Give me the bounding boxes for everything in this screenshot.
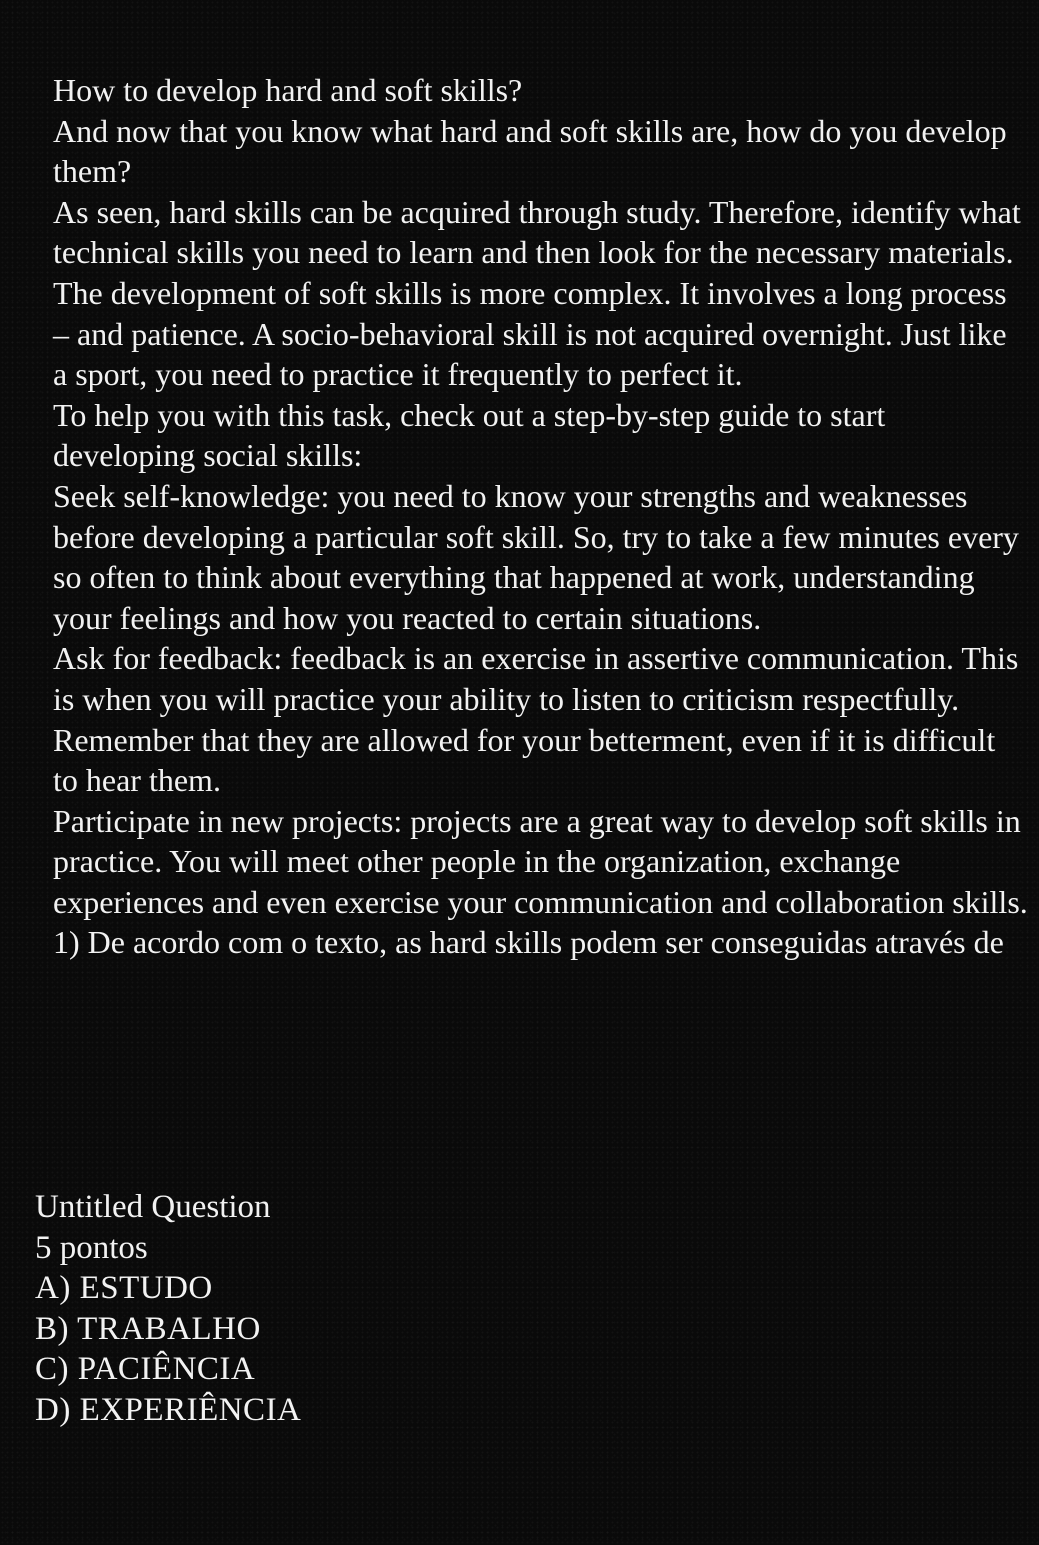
option-a[interactable]: A) ESTUDO xyxy=(35,1270,213,1306)
paragraph: The development of soft skills is more complex. It involves a long process – and patience. A socio-behavioral skill is not acquired overnight. Just like a sport, you need to practice it frequently to perfect it. xyxy=(53,274,1007,393)
answer-options xyxy=(35,1268,1015,1430)
heading: How to develop hard and soft skills? xyxy=(53,72,523,108)
paragraph: And now that you know what hard and soft skills are, how do you develop them? xyxy=(53,112,1007,190)
paragraph: Ask for feedback: feedback is an exercise in assertive communication. This is when you will practice your ability to listen to criticism respectfully. Remember that they are allowed for your betterment, even if it is difficult to hear them. xyxy=(53,640,1019,799)
paragraph: As seen, hard skills can be acquired through study. Therefore, identify what technical skills you need to learn and then look for the necessary materials. xyxy=(53,193,1021,271)
option-b[interactable]: B) TRABALHO xyxy=(35,1310,261,1347)
paragraph: To help you with this task, check out a step-by-step guide to start developing social skills: xyxy=(53,396,886,474)
question-prompt: 1) De acordo com o texto, as hard skills podem ser conseguidas através de xyxy=(53,924,1004,961)
paragraph: Participate in new projects: projects are a great way to develop soft skills in practice. You will meet other people in the organization, exchange experiences and even exercise your communication and collaboration skills. xyxy=(53,802,1028,920)
question-points: 5 pontos xyxy=(35,1229,148,1266)
question-block xyxy=(35,1187,1015,1430)
passage-text xyxy=(53,70,1028,963)
question-title: Untitled Question xyxy=(35,1189,271,1225)
option-d[interactable]: D) EXPERIÊNCIA xyxy=(35,1391,302,1428)
option-c[interactable]: C) PACIÊNCIA xyxy=(35,1351,256,1387)
paragraph: Seek self-knowledge: you need to know your strengths and weaknesses before developing a particular soft skill. So, try to take a few minutes every so often to think about everything that happened at work, understanding your feelings and how you reacted to certain situations. xyxy=(53,477,1019,636)
